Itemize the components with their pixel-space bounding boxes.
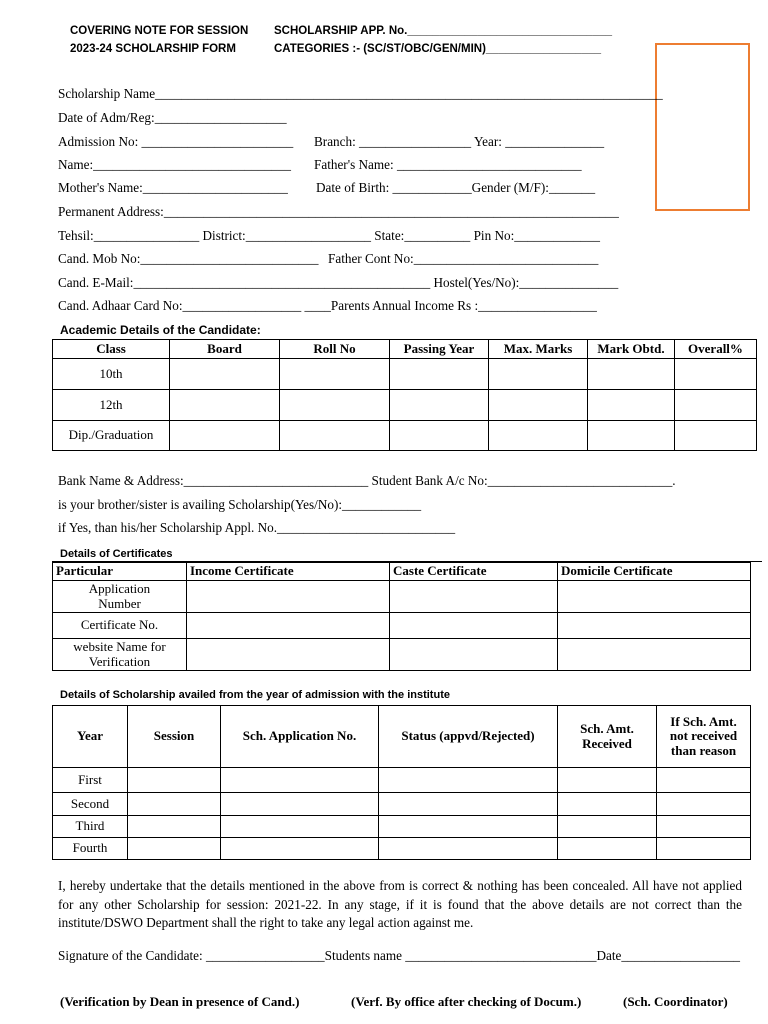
- row-label: Second: [53, 793, 128, 816]
- header-title-line2: 2023-24 SCHOLARSHIP FORM: [70, 43, 236, 55]
- father-name-field: Father's Name: ____________________________: [314, 157, 582, 172]
- table-row: [53, 639, 751, 671]
- col-amount-received: Sch. Amt. Received: [558, 706, 657, 768]
- footer-dean: (Verification by Dean in presence of Cand.): [60, 994, 300, 1009]
- signature-line: Signature of the Candidate: __________________Students name _____________________________Date__________________: [58, 948, 741, 963]
- col-session: Session: [128, 706, 221, 768]
- col-class: Class: [53, 340, 170, 359]
- name-field: Name:______________________________: [58, 157, 291, 172]
- row-label: Third: [53, 816, 128, 838]
- footer-office: (Verf. By office after checking of Docum.): [351, 994, 582, 1009]
- declaration-text: I, hereby undertake that the details mentioned in the above from is correct & nothing has been concealed. All have not applied for any other Scholarship for session: 2021-22. In any stage, if it is found that the above details are not correct than the institute/DSWO Department shall the right to take any legal action against me.: [58, 878, 742, 930]
- col-domicile-certificate: Domicile Certificate: [558, 563, 751, 581]
- row-label: Certificate No.: [53, 613, 187, 639]
- table-row: [53, 359, 757, 390]
- scholarship-app-no: SCHOLARSHIP APP. No.________________________________: [274, 25, 613, 37]
- date-adm-field: Date of Adm/Reg:____________________: [58, 110, 287, 125]
- col-application-no: Sch. Application No.: [221, 706, 379, 768]
- history-section-title: Details of Scholarship availed from the year of admission with the institute: [60, 689, 450, 701]
- col-max-marks: Max. Marks: [489, 340, 588, 359]
- col-particular: Particular: [53, 563, 187, 581]
- table-row: [53, 390, 757, 421]
- row-label: Application Number: [53, 581, 187, 613]
- photo-box: [655, 43, 750, 211]
- row-label: website Name for Verification: [53, 639, 187, 671]
- academic-section-title: Academic Details of the Candidate:: [60, 323, 261, 337]
- tehsil-row-field: Tehsil:________________ District:___________________ State:__________ Pin No:_____________: [58, 228, 600, 243]
- scholarship-name-field: Scholarship Name_____________________________________________________________________________: [58, 86, 663, 101]
- footer-coordinator: (Sch. Coordinator): [623, 994, 728, 1009]
- table-row: [53, 613, 751, 639]
- cand-mob-field: Cand. Mob No:___________________________: [58, 251, 319, 266]
- sibling-field: is your brother/sister is availing Scholarship(Yes/No):____________: [58, 497, 422, 512]
- cand-email-field: Cand. E-Mail:_____________________________________________ Hostel(Yes/No):_______________: [58, 275, 619, 290]
- permanent-address-field: Permanent Address:_____________________________________________________________________: [58, 204, 619, 219]
- certificates-header-row: [53, 563, 751, 581]
- header-title-line1: COVERING NOTE FOR SESSION: [70, 25, 249, 37]
- admission-no-field: Admission No: _______________________: [58, 134, 294, 149]
- academic-table: [52, 339, 757, 451]
- table-row: [53, 793, 751, 816]
- academic-header-row: [53, 340, 757, 359]
- table-row: [53, 581, 751, 613]
- col-status: Status (appvd/Rejected): [379, 706, 558, 768]
- col-overall: Overall%: [675, 340, 757, 359]
- row-label: Dip./Graduation: [53, 421, 170, 451]
- certificates-section-title: Details of Certificates: [60, 548, 173, 560]
- col-passing-year: Passing Year: [390, 340, 489, 359]
- dob-gender-field: Date of Birth: ____________Gender (M/F):_______: [316, 180, 596, 195]
- col-reason: If Sch. Amt. not received than reason: [657, 706, 751, 768]
- mother-name-field: Mother's Name:______________________: [58, 180, 288, 195]
- table-row: [53, 421, 757, 451]
- col-roll-no: Roll No: [280, 340, 390, 359]
- col-mark-obtd: Mark Obtd.: [588, 340, 675, 359]
- bank-field: Bank Name & Address:____________________________ Student Bank A/c No:____________________________.: [58, 473, 676, 488]
- row-label: 10th: [53, 359, 170, 390]
- history-table: [52, 705, 751, 860]
- adhaar-income-field: Cand. Adhaar Card No:__________________ ____Parents Annual Income Rs :__________________: [58, 298, 597, 313]
- table-row: [53, 768, 751, 793]
- row-label: 12th: [53, 390, 170, 421]
- table-row: [53, 816, 751, 838]
- row-label: Fourth: [53, 838, 128, 860]
- categories-line: CATEGORIES :- (SC/ST/OBC/GEN/MIN)__________________: [274, 43, 602, 55]
- col-board: Board: [170, 340, 280, 359]
- row-label: First: [53, 768, 128, 793]
- col-income-certificate: Income Certificate: [187, 563, 390, 581]
- sibling-appl-field: if Yes, than his/her Scholarship Appl. No.___________________________: [58, 520, 456, 535]
- col-caste-certificate: Caste Certificate: [390, 563, 558, 581]
- col-year: Year: [53, 706, 128, 768]
- certificates-table: [52, 562, 751, 671]
- branch-year-field: Branch: _________________ Year: _______________: [314, 134, 605, 149]
- history-header-row: [53, 706, 751, 768]
- table-row: [53, 838, 751, 860]
- father-cont-field: Father Cont No:____________________________: [328, 251, 599, 266]
